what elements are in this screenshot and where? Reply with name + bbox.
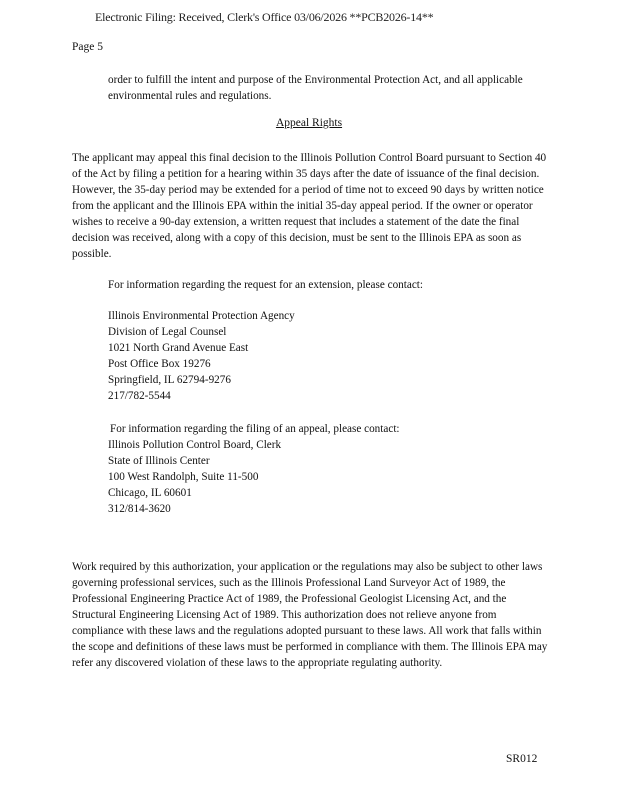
address-line: 217/782-5544	[108, 390, 171, 402]
document-code: SR012	[506, 753, 538, 765]
extension-contact-address	[108, 308, 295, 404]
appeal-contact-address	[108, 437, 281, 517]
filing-stamp: Electronic Filing: Received, Clerk's Office 03/06/2026 **PCB2026-14**	[95, 10, 434, 24]
address-line: 312/814-3620	[108, 503, 171, 515]
appeal-contact-intro: For information regarding the filing of an appeal, please contact:	[110, 423, 400, 435]
extension-contact-intro: For information regarding the request for an extension, please contact:	[108, 279, 424, 291]
appeal-rights-heading: Appeal Rights	[275, 117, 343, 129]
address-line: Post Office Box 19276	[108, 358, 211, 370]
address-line: 1021 North Grand Avenue East	[108, 342, 249, 354]
professional-services-paragraph: Work required by this authorization, your application or the regulations may also be subject to other laws governing professional services, such as the Illinois Professional Land Surveyor Act of 1989, the Professional Engineering Practice Act of 1989, the Professional Geologist Licensing Act, and the Structural Engineering Licensing Act of 1989. This authorization does not relieve anyone from compliance with these laws and the regulations adopted pursuant to these laws. All work that falls within the scope and definitions of these laws must be performed in compliance with them. The Illinois EPA may refer any discovered violation of these laws to the appropriate regulating authority.	[72, 561, 548, 669]
page-number: Page 5	[72, 41, 103, 53]
address-line: State of Illinois Center	[108, 455, 210, 467]
address-line: Illinois Pollution Control Board, Clerk	[108, 439, 282, 451]
appeal-rights-paragraph: The applicant may appeal this final decision to the Illinois Pollution Control Board pursuant to Section 40 of the Act by filing a petition for a hearing within 35 days after the date of issuance of the final decision. However, the 35-day period may be extended for a period of time not to exceed 90 days by written notice from the applicant and the Illinois EPA within the initial 35-day appeal period. If the owner or operator wishes to receive a 90-day extension, a written request that includes a statement of the date the final decision was received, along with a copy of this decision, must be sent to the Illinois EPA as soon as possible.	[72, 152, 547, 260]
address-line: Division of Legal Counsel	[108, 326, 227, 338]
intro-paragraph: order to fulfill the intent and purpose of the Environmental Protection Act, and all applicable environmental rules and regulations.	[108, 74, 523, 102]
address-line: 100 West Randolph, Suite 11-500	[108, 471, 259, 483]
address-line: Illinois Environmental Protection Agency	[108, 310, 295, 322]
address-line: Chicago, IL 60601	[108, 487, 192, 499]
address-line: Springfield, IL 62794-9276	[108, 374, 231, 386]
